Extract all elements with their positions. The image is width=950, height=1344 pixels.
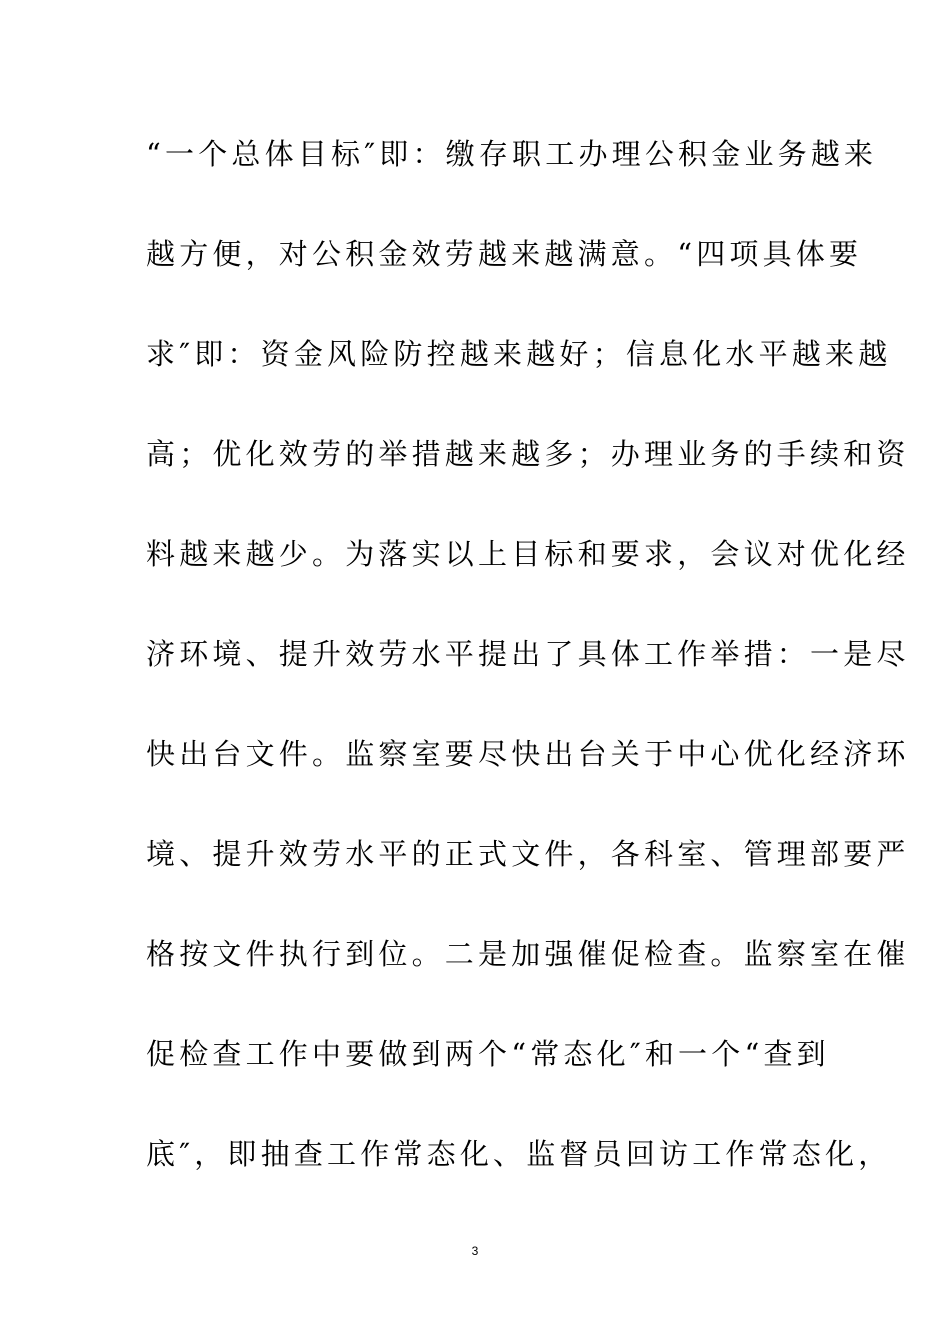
page-number: 3	[471, 1244, 479, 1258]
text-line: 快出台文件。监察室要尽快出台关于中心优化经济环	[146, 737, 910, 771]
text-line: 求″即：资金风险防控越来越好；信息化水平越来越	[146, 337, 892, 371]
text-line: 高；优化效劳的举措越来越多；办理业务的手续和资	[146, 437, 910, 471]
text-line: “一个总体目标″即：缴存职工办理公积金业务越来	[146, 137, 878, 171]
text-line: 境、提升效劳水平的正式文件，各科室、管理部要严	[146, 837, 910, 871]
text-line: 料越来越少。为落实以上目标和要求，会议对优化经	[146, 537, 910, 571]
body-text	[146, 124, 910, 1224]
text-line: 越方便，对公积金效劳越来越满意。“四项具体要	[146, 237, 863, 271]
text-line: 济环境、提升效劳水平提出了具体工作举措：一是尽	[146, 637, 910, 671]
text-line: 格按文件执行到位。二是加强催促检查。监察室在催	[146, 937, 910, 971]
text-line: 促检查工作中要做到两个“常态化″和一个“查到	[146, 1037, 830, 1071]
text-line: 底″，即抽查工作常态化、监督员回访工作常态化，	[146, 1137, 892, 1171]
